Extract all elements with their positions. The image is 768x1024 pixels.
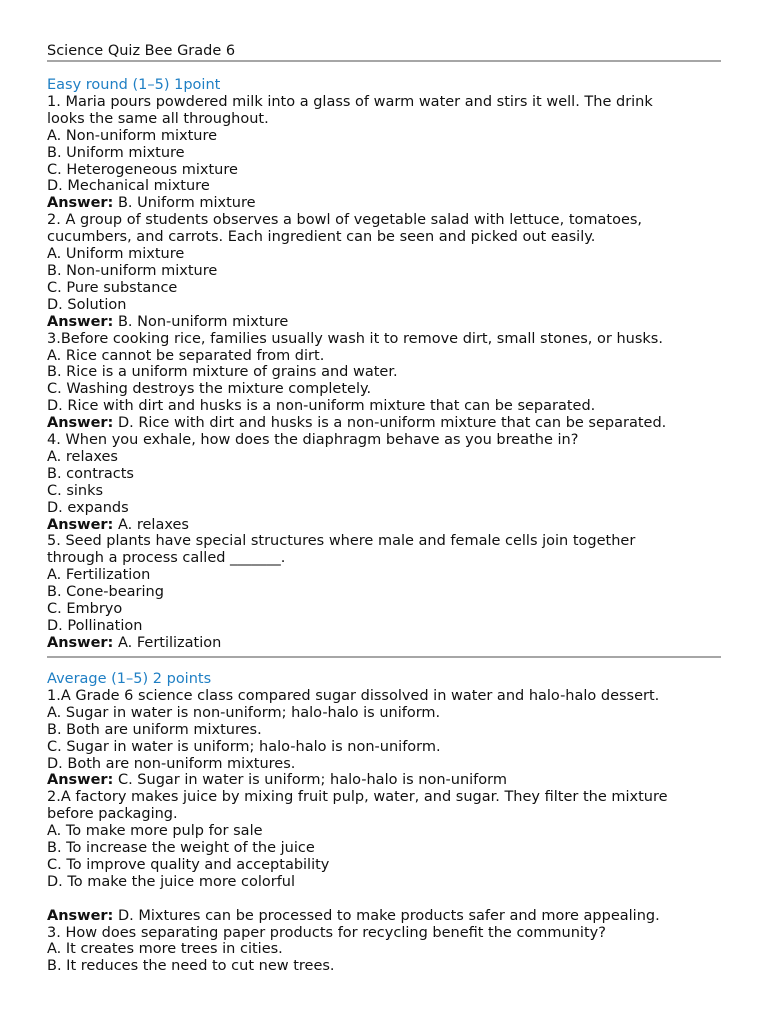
answer-option: A. Rice cannot be separated from dirt. xyxy=(47,347,325,364)
question-text: looks the same all throughout. xyxy=(47,110,269,127)
question-block xyxy=(47,331,727,432)
answer-value: D. Mixtures can be processed to make products safer and more appealing. xyxy=(113,907,660,924)
answer-label: Answer: xyxy=(47,195,114,212)
answer-option: D. To make the juice more colorful xyxy=(47,873,296,890)
document-title: Science Quiz Bee Grade 6 xyxy=(47,43,236,59)
question-text: 1. Maria pours powdered milk into a glass of warm water and stirs it well. The drink xyxy=(47,93,653,110)
answer-value: D. Rice with dirt and husks is a non-uniform mixture that can be separated. xyxy=(113,415,667,432)
answer-option: D. Solution xyxy=(47,296,127,313)
answer-value: B. Non-uniform mixture xyxy=(113,313,289,330)
question-text: 3. How does separating paper products for recycling benefit the community? xyxy=(47,924,606,941)
answer-option: D. Rice with dirt and husks is a non-uniform mixture that can be separated. xyxy=(47,398,596,415)
answer-label: Answer: xyxy=(47,634,114,651)
section-easy-round xyxy=(47,77,727,652)
answer-line xyxy=(47,772,727,789)
answer-option: B. It reduces the need to cut new trees. xyxy=(47,958,335,975)
answer-line xyxy=(47,635,727,652)
question-block xyxy=(47,925,727,976)
answer-option: C. Sugar in water is uniform; halo-halo is non-uniform. xyxy=(47,738,441,755)
answer-option: B. Rice is a uniform mixture of grains and water. xyxy=(47,364,398,381)
answer-option: D. Both are non-uniform mixtures. xyxy=(47,755,296,772)
answer-option: B. Both are uniform mixtures. xyxy=(47,721,262,738)
answer-option: D. expands xyxy=(47,499,129,516)
question-block xyxy=(47,533,727,651)
question-text: 5. Seed plants have special structures where male and female cells join together xyxy=(47,533,636,550)
section-heading: Average (1–5) 2 points xyxy=(47,671,212,687)
blank-line xyxy=(47,891,727,908)
answer-option: D. Mechanical mixture xyxy=(47,178,210,195)
answer-option: A. To make more pulp for sale xyxy=(47,823,263,840)
answer-option: C. sinks xyxy=(47,482,104,499)
answer-label: Answer: xyxy=(47,415,114,432)
answer-option: A. Sugar in water is non-uniform; halo-halo is uniform. xyxy=(47,704,441,721)
question-block xyxy=(47,432,727,533)
answer-option: B. Non-uniform mixture xyxy=(47,262,218,279)
answer-option: B. Cone-bearing xyxy=(47,584,164,601)
question-text: 2.A factory makes juice by mixing fruit pulp, water, and sugar. They filter the mixture xyxy=(47,789,668,806)
answer-option: C. Washing destroys the mixture completely. xyxy=(47,381,372,398)
answer-label: Answer: xyxy=(47,516,114,533)
answer-line xyxy=(47,195,727,212)
answer-option: A. Uniform mixture xyxy=(47,246,185,263)
answer-value: A. Fertilization xyxy=(113,634,222,651)
question-block xyxy=(47,688,727,789)
section-average-round xyxy=(47,671,727,975)
question-text: through a process called _______. xyxy=(47,550,286,567)
header-divider xyxy=(47,60,721,62)
answer-line xyxy=(47,415,727,432)
question-block xyxy=(47,94,727,212)
answer-line xyxy=(47,908,727,925)
answer-option: B. To increase the weight of the juice xyxy=(47,840,315,857)
section-divider xyxy=(47,656,721,658)
answer-value: A. relaxes xyxy=(113,516,189,533)
answer-value: C. Sugar in water is uniform; halo-halo is non-uniform xyxy=(113,772,507,789)
question-text: before packaging. xyxy=(47,806,178,823)
question-text: cucumbers, and carrots. Each ingredient can be seen and picked out easily. xyxy=(47,229,596,246)
question-block xyxy=(47,789,727,924)
answer-option: A. Fertilization xyxy=(47,567,151,584)
answer-option: C. Heterogeneous mixture xyxy=(47,161,238,178)
answer-option: B. Uniform mixture xyxy=(47,144,185,161)
answer-label: Answer: xyxy=(47,313,114,330)
answer-line xyxy=(47,314,727,331)
answer-option: B. contracts xyxy=(47,465,134,482)
section-heading: Easy round (1–5) 1point xyxy=(47,77,221,93)
answer-option: A. Non-uniform mixture xyxy=(47,127,218,144)
answer-line xyxy=(47,517,727,534)
answer-option: D. Pollination xyxy=(47,618,143,634)
answer-label: Answer: xyxy=(47,907,114,924)
question-block xyxy=(47,212,727,330)
question-text: 2. A group of students observes a bowl of vegetable salad with lettuce, tomatoes, xyxy=(47,212,643,229)
answer-option: C. To improve quality and acceptability xyxy=(47,856,330,873)
answer-label: Answer: xyxy=(47,772,114,789)
answer-option: A. It creates more trees in cities. xyxy=(47,941,283,958)
answer-option: C. Embryo xyxy=(47,601,123,618)
answer-value: B. Uniform mixture xyxy=(113,195,256,212)
question-text: 4. When you exhale, how does the diaphragm behave as you breathe in? xyxy=(47,432,579,449)
question-text: 3.Before cooking rice, families usually wash it to remove dirt, small stones, or husks. xyxy=(47,330,663,347)
answer-option: C. Pure substance xyxy=(47,279,178,296)
answer-option: A. relaxes xyxy=(47,448,118,465)
question-text: 1.A Grade 6 science class compared sugar dissolved in water and halo-halo dessert. xyxy=(47,687,660,704)
